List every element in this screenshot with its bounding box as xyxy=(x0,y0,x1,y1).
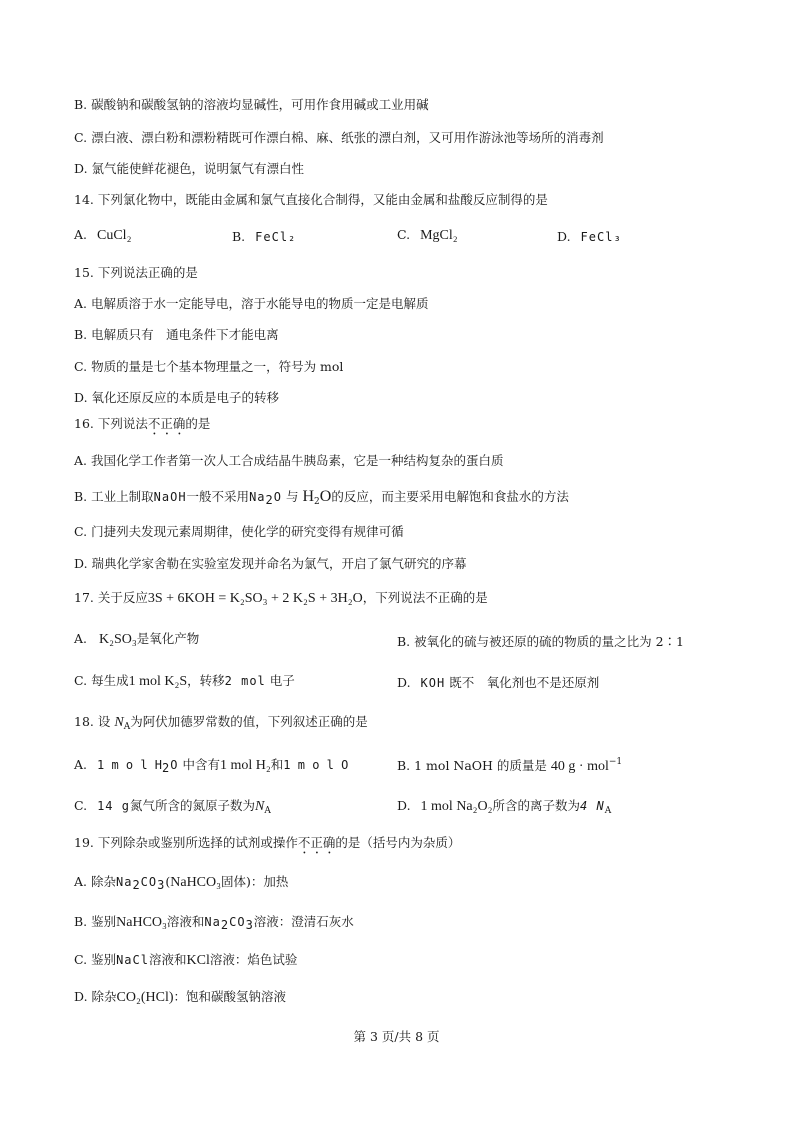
q18-option-a xyxy=(74,757,348,775)
chem-formula: K₂SO₃ xyxy=(99,632,137,647)
text: 溶液：焰色试验 xyxy=(209,952,298,967)
text: 为阿伏加德罗常数的值，下列叙述正确的是 xyxy=(130,714,368,729)
text: ：饱和碳酸氢钠溶液 xyxy=(173,989,287,1004)
option-label: C. xyxy=(74,798,88,813)
subscript: 2 xyxy=(265,493,274,507)
q16-stem-text: 16. 下列说法 xyxy=(74,416,148,431)
option-label: B. xyxy=(232,229,246,244)
text: B. 1 mol NaOH 的质量是 xyxy=(397,758,547,773)
q17-option-a xyxy=(74,631,199,649)
chem-formula: H xyxy=(302,488,315,505)
subscript: 2 xyxy=(132,878,141,892)
q13-option-b: B. 碳酸钠和碳酸氢钠的溶液均显碱性，可用作食用碱或工业用碱 xyxy=(74,97,429,112)
q19-option-b xyxy=(74,914,354,932)
text: 溶液和 xyxy=(148,952,187,967)
q13-option-c: C. 漂白液、漂白粉和漂粉精既可作漂白棉、麻、纸张的漂白剂，又可用作游泳池等场所的消毒剂 xyxy=(74,130,604,145)
chem-formula: 1 m o l O xyxy=(283,758,349,772)
chem-formula: O xyxy=(273,490,282,504)
quantity: 2 mol xyxy=(224,674,266,688)
q15-option-a: A. 电解质溶于水一定能导电，溶于水能导电的物质一定是电解质 xyxy=(74,296,429,311)
q15-option-c: C. 物质的量是七个基本物理量之一，符号为 mol xyxy=(74,359,344,374)
page-number: 第 3 页/共 8 页 xyxy=(353,1029,440,1044)
q14-option-a xyxy=(74,227,131,245)
avogadro-symbol: N xyxy=(114,715,124,730)
q19-stem-text: 19. 下列除杂或鉴别所选择的试剂或操作 xyxy=(74,835,298,850)
q14-option-c xyxy=(397,227,458,245)
text: 溶液：澄清石灰水 xyxy=(253,914,354,929)
option-label: C. xyxy=(397,227,411,242)
subscript: 2 xyxy=(162,761,171,775)
q18-option-d xyxy=(397,798,611,816)
q16-stem xyxy=(74,416,210,438)
q14-option-b xyxy=(232,229,296,244)
q18-option-b xyxy=(397,758,622,776)
text: 中含有 xyxy=(182,757,220,772)
quantity: 14 g xyxy=(97,799,130,813)
q16-option-b xyxy=(74,487,569,506)
option-label: D. xyxy=(557,229,571,244)
q16-stem-tail: 的是 xyxy=(185,416,211,431)
avogadro-symbol: N xyxy=(255,799,265,814)
q19-option-c xyxy=(74,952,297,970)
text: 电子 xyxy=(269,673,295,688)
option-label: A. xyxy=(74,227,88,242)
text: 和 xyxy=(270,757,284,772)
subscript: 2 xyxy=(220,918,230,932)
chem-formula: Na xyxy=(204,915,221,929)
option-label: A. xyxy=(74,631,88,646)
subscript: 2 xyxy=(314,497,320,507)
chem-formula: KCl xyxy=(186,953,210,968)
chem-formula: CO₂(HCl) xyxy=(116,990,174,1005)
text: 17. 关于反应 xyxy=(74,590,148,605)
text: B. 工业上制取 xyxy=(74,489,154,504)
quantity: 4 N xyxy=(580,799,605,813)
chem-formula: CuCl₂ xyxy=(97,228,132,243)
q19-option-a xyxy=(74,874,288,892)
chem-formula: O xyxy=(170,758,179,772)
text: 18. 设 xyxy=(74,714,111,729)
text: 一般不采用 xyxy=(186,489,250,504)
text: C. 每生成 xyxy=(74,673,129,688)
chem-formula: FeCl₂ xyxy=(255,230,297,244)
q16-option-a: A. 我国化学工作者第一次人工合成结晶牛胰岛素，它是一种结构复杂的蛋白质 xyxy=(74,453,504,468)
q13-option-d: D. 氯气能使鲜花褪色，说明氯气有漂白性 xyxy=(74,161,305,176)
q15-stem: 15. 下列说法正确的是 xyxy=(74,265,198,280)
q19-emphasis: 不正确 xyxy=(297,835,336,850)
text: 氮气所含的氮原子数为 xyxy=(129,798,255,813)
text: 既不 氧化剂也不是还原剂 xyxy=(449,675,600,690)
q18-option-c xyxy=(74,798,271,816)
chem-formula: CO xyxy=(140,875,158,889)
q17-option-d xyxy=(397,675,599,690)
superscript: −1 xyxy=(608,757,623,767)
q19-option-d xyxy=(74,989,286,1007)
q16-emphasis: 不正确 xyxy=(147,416,186,431)
q15-option-d: D. 氧化还原反应的本质是电子的转移 xyxy=(74,390,280,405)
chem-formula: CO xyxy=(229,915,246,929)
chem-formula: FeCl₃ xyxy=(580,230,622,244)
chem-formula: 1 m o l H xyxy=(97,758,163,772)
text: 的反应，而主要采用电解饱和食盐水的方法 xyxy=(331,489,569,504)
text: ，转移 xyxy=(187,673,225,688)
q14-option-d xyxy=(557,229,622,244)
option-label: A. xyxy=(74,757,88,772)
chem-formula: NaHCO₃ xyxy=(116,915,167,930)
q19-stem xyxy=(74,835,460,857)
text: 是氧化产物 xyxy=(136,631,200,646)
subscript: 3 xyxy=(245,918,254,932)
subscript: A xyxy=(123,722,131,732)
chem-formula: 1 mol K₂S xyxy=(128,674,188,689)
q17-option-b: B. 被氧化的硫与被还原的硫的物质的量之比为 2∶1 xyxy=(397,634,685,649)
text: B. 鉴别 xyxy=(74,914,117,929)
q16-option-c: C. 门捷列夫发现元素周期律，使化学的研究变得有规律可循 xyxy=(74,524,404,539)
q17-stem xyxy=(74,590,488,608)
chem-formula: KOH xyxy=(420,676,446,690)
chem-formula: O xyxy=(319,488,332,505)
chem-formula: NaOH xyxy=(153,490,187,504)
equation: 3S + 6KOH = K₂SO₃ + 2 K₂S + 3H₂O xyxy=(147,591,363,606)
subscript: 3 xyxy=(157,878,166,892)
option-label: D. xyxy=(397,798,411,813)
text: C. 鉴别 xyxy=(74,952,117,967)
subscript: A xyxy=(604,806,612,816)
chem-formula: MgCl₂ xyxy=(420,228,458,243)
quantity: 40 g · mol xyxy=(550,759,609,774)
q19-stem-tail: 的是（括号内为杂质） xyxy=(335,835,461,850)
chem-formula: Na xyxy=(249,490,266,504)
chem-formula: 1 mol H₂ xyxy=(220,758,271,773)
text: ，下列说法不正确的是 xyxy=(362,590,488,605)
subscript: A xyxy=(264,806,271,816)
chem-formula: NaHCO₃ xyxy=(170,875,222,890)
q14-stem: 14. 下列氯化物中，既能由金属和氯气直接化合制得，又能由金属和盐酸反应制得的是 xyxy=(74,192,548,207)
q18-stem xyxy=(74,714,368,732)
q17-option-c xyxy=(74,673,295,691)
chem-formula: NaCl xyxy=(116,953,149,967)
text: 与 xyxy=(285,489,299,504)
text: 固体)：加热 xyxy=(221,874,289,889)
text: ( xyxy=(165,874,171,889)
option-label: D. xyxy=(397,675,411,690)
text: 溶液和 xyxy=(166,914,205,929)
q15-option-b: B. 电解质只有 通电条件下才能电离 xyxy=(74,327,279,342)
text: 所含的离子数为 xyxy=(492,798,581,813)
text: A. 除杂 xyxy=(74,874,116,889)
chem-formula: 1 mol Na₂O₂ xyxy=(420,799,493,814)
chem-formula: Na xyxy=(115,875,133,889)
q16-option-d: D. 瑞典化学家舍勒在实验室发现并命名为氯气，开启了氯气研究的序幕 xyxy=(74,556,467,571)
text: D. 除杂 xyxy=(74,989,117,1004)
